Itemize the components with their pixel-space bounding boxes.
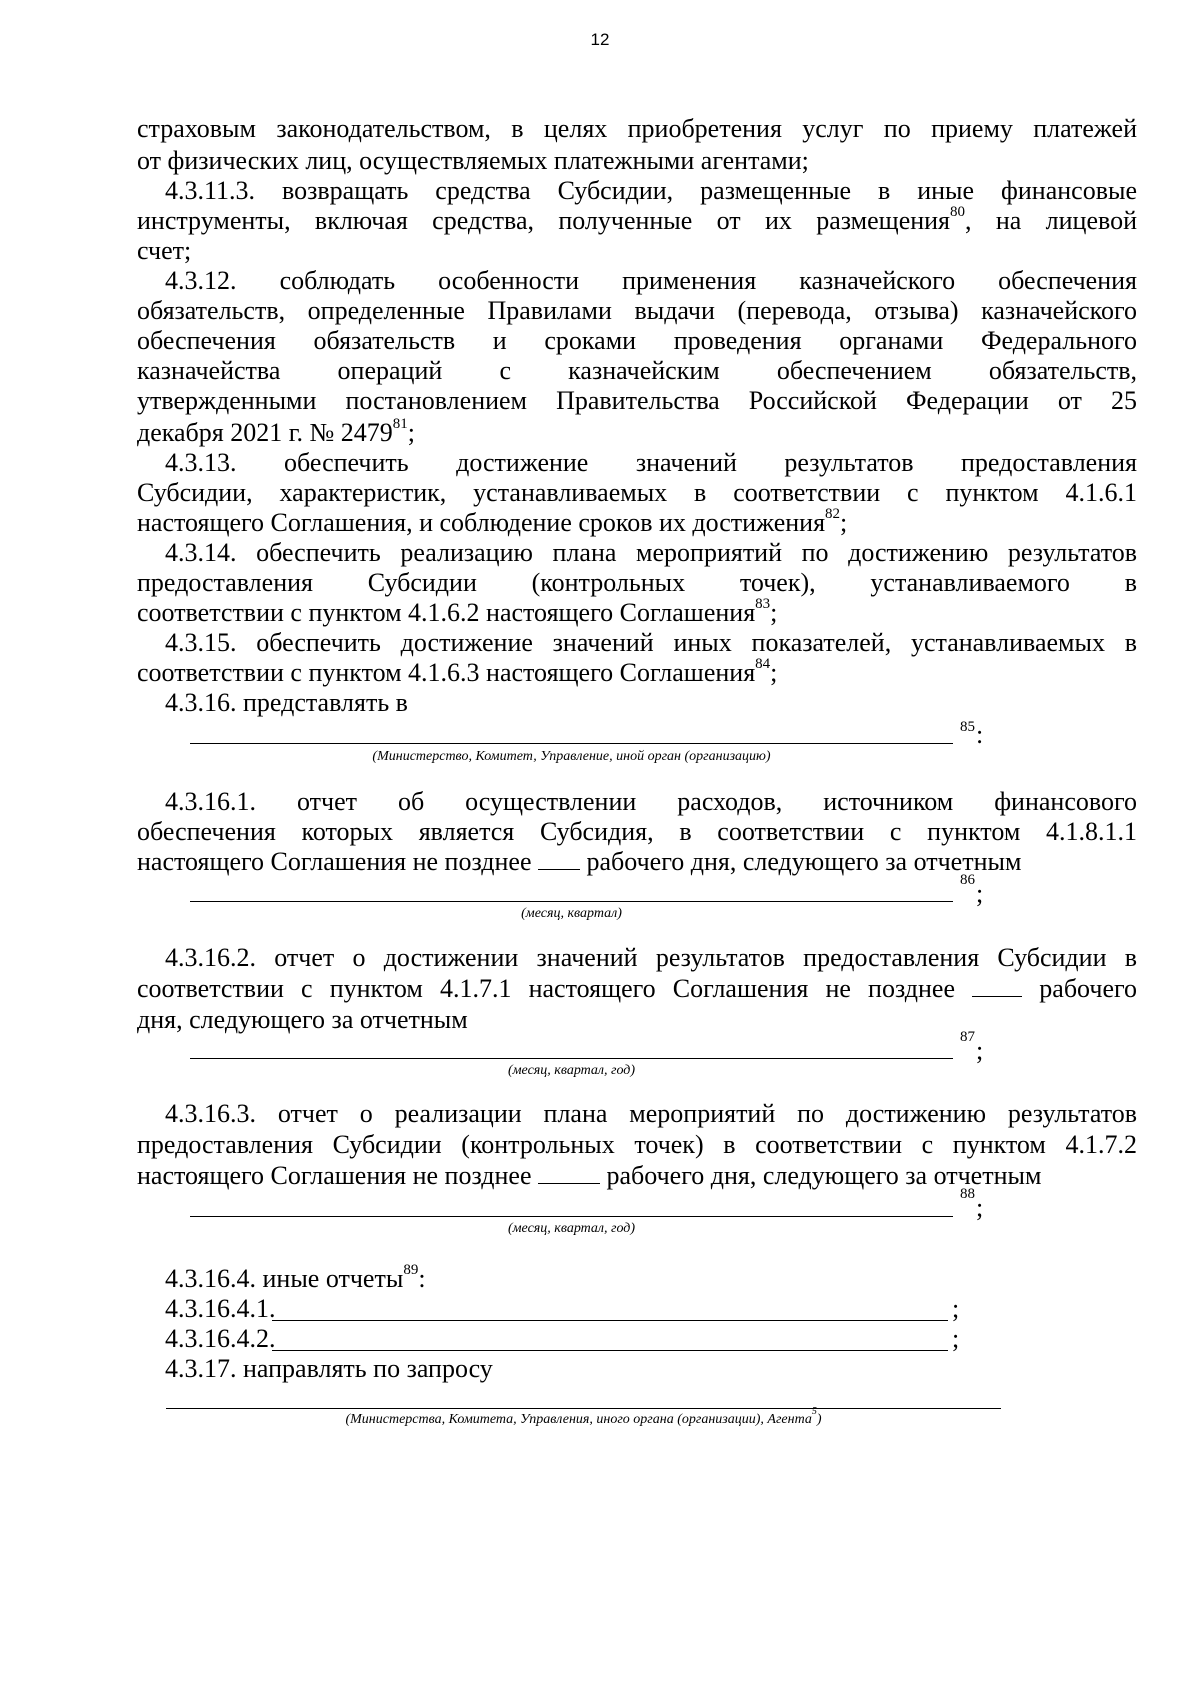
text-line: казначейства операций с казначейским обеспечением обязательств, <box>137 356 1137 385</box>
paragraph-4-3-16: 4.3.16. представлять в <box>165 688 408 717</box>
text-line: дня, следующего за отчетным <box>137 1005 468 1034</box>
text-line: от физических лиц, осуществляемых платежными агентами; <box>137 146 809 175</box>
paragraph-4-3-17: 4.3.17. направлять по запросу <box>165 1354 493 1383</box>
text-line: настоящего Соглашения не позднее рабочего дня, следующего за отчетным <box>137 1161 1042 1190</box>
paragraph-4-3-16-2: 4.3.16.2. отчет о достижении значений результатов предоставления Субсидии в <box>165 943 1137 972</box>
footnote-ref: 84 <box>755 656 771 673</box>
other-report-field-2[interactable] <box>272 1350 948 1351</box>
text-line: утвержденными постановлением Правительства Российской Федерации от 25 <box>137 386 1137 415</box>
field-caption: (Министерства, Комитета, Управления, иного органа (организации), Агента$^5$) <box>345 1406 822 1427</box>
paragraph-4-3-16-3: 4.3.16.3. отчет о реализации плана мероприятий по достижению результатов <box>165 1099 1137 1128</box>
field-end-mark: ; <box>952 1294 960 1323</box>
text-line: соответствии с пунктом 4.1.7.1 настоящего Соглашения не позднее рабочего <box>137 974 1138 1003</box>
agent-field[interactable] <box>166 1408 1001 1409</box>
footnote-ref: 87 <box>960 1029 975 1045</box>
text-line: настоящего Соглашения, и соблюдение сроков их достижения$^{82}$; <box>137 506 848 537</box>
footnote-ref: 80 <box>950 204 966 221</box>
paragraph-4-3-15: 4.3.15. обеспечить достижение значений иных показателей, устанавливаемых в <box>165 628 1137 657</box>
text-line: обеспечения которых является Субсидия, в соответствии с пунктом 4.1.8.1.1 <box>137 817 1137 846</box>
paragraph-4-3-16-4: 4.3.16.4. иные отчеты$^{89}$: <box>165 1262 426 1293</box>
field-end-mark: : <box>976 720 984 749</box>
paragraph-4-3-12: 4.3.12. соблюдать особенности применения казначейского обеспечения <box>165 266 1137 295</box>
text-line: соответствии с пунктом 4.1.6.3 настоящего Соглашения$^{84}$; <box>137 656 778 687</box>
days-field[interactable] <box>972 976 1022 997</box>
text-line: декабря 2021 г. № 2479$^{81}$; <box>137 416 416 447</box>
text-line: обязательств, определенные Правилами выдачи (перевода, отзыва) казначейского <box>137 296 1137 325</box>
recipient-field[interactable] <box>190 743 953 744</box>
text-line: страховым законодательством, в целях приобретения услуг по приему платежей <box>137 114 1137 143</box>
field-caption: (месяц, квартал, год) <box>507 1221 636 1236</box>
field-end-mark: ; <box>952 1324 960 1353</box>
paragraph-4-3-13: 4.3.13. обеспечить достижение значений результатов предоставления <box>165 448 1137 477</box>
footnote-ref: 83 <box>755 596 771 613</box>
footnote-ref: 89 <box>403 1262 419 1279</box>
text-line: Субсидии, характеристик, устанавливаемых в соответствии с пунктом 4.1.6.1 <box>137 478 1137 507</box>
period-field[interactable] <box>190 901 953 902</box>
period-field[interactable] <box>190 1058 953 1059</box>
footnote-ref: 82 <box>825 506 841 523</box>
footnote-ref: 86 <box>960 872 975 888</box>
page-number: 12 <box>590 30 610 49</box>
text-line: настоящего Соглашения не позднее рабочего дня, следующего за отчетным <box>137 847 1022 876</box>
paragraph-4-3-16-4-2: 4.3.16.4.2. <box>165 1324 276 1353</box>
field-end-mark: ; <box>976 1036 984 1065</box>
paragraph-4-3-16-1: 4.3.16.1. отчет об осуществлении расходов, источником финансового <box>165 787 1137 816</box>
field-caption: (месяц, квартал, год) <box>507 1063 636 1078</box>
field-end-mark: ; <box>976 1193 984 1222</box>
field-caption: (Министерство, Комитет, Управление, иной орган (организацию) <box>372 749 771 764</box>
text-line: соответствии с пунктом 4.1.6.2 настоящего Соглашения$^{83}$; <box>137 596 778 627</box>
text-line: предоставления Субсидии (контрольных точек), устанавливаемого в <box>137 568 1137 597</box>
field-end-mark: ; <box>976 879 984 908</box>
period-field[interactable] <box>190 1216 953 1217</box>
paragraph-4-3-14: 4.3.14. обеспечить реализацию плана мероприятий по достижению результатов <box>165 538 1137 567</box>
text-line: обеспечения обязательств и сроками проведения органами Федерального <box>137 326 1137 355</box>
footnote-ref: 85 <box>960 719 975 735</box>
text-line: предоставления Субсидии (контрольных точек) в соответствии с пунктом 4.1.7.2 <box>137 1130 1137 1159</box>
text-line: счет; <box>137 236 192 265</box>
footnote-ref: 88 <box>960 1186 975 1202</box>
field-caption: (месяц, квартал) <box>521 906 622 921</box>
days-field[interactable] <box>538 1163 600 1184</box>
other-report-field-1[interactable] <box>272 1320 948 1321</box>
text-line: инструменты, включая средства, полученные от их размещения$^{80}$, на лицевой <box>137 204 1137 235</box>
footnote-ref: 81 <box>392 416 408 433</box>
paragraph-4-3-16-4-1: 4.3.16.4.1. <box>165 1294 276 1323</box>
days-field[interactable] <box>538 849 580 870</box>
paragraph-4-3-11-3: 4.3.11.3. возвращать средства Субсидии, размещенные в иные финансовые <box>165 176 1137 205</box>
